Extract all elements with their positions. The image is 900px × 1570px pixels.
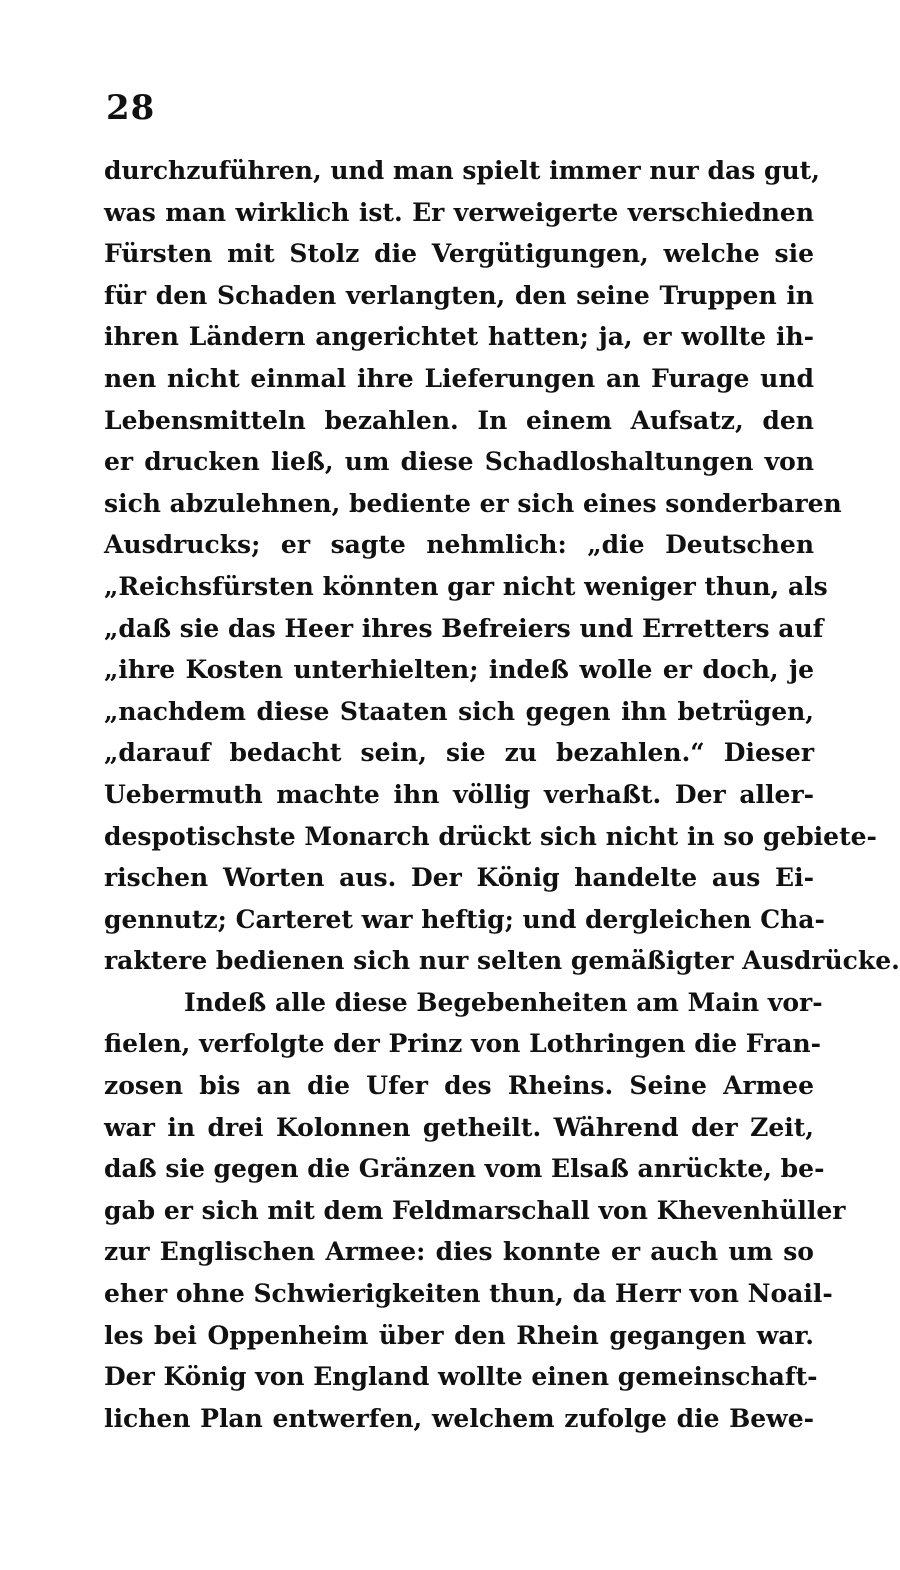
text-line: zosen bis an die Ufer des Rheins. Seine Armee bbox=[104, 1071, 814, 1101]
text-line: Ausdrucks; er sagte nehmlich: „die Deutschen bbox=[104, 530, 814, 560]
text-line: zur Englischen Armee: dies konnte er auch um so bbox=[104, 1237, 814, 1267]
text-line: rischen Worten aus. Der König handelte aus Ei- bbox=[104, 863, 814, 893]
text-line: gennutz; Carteret war heftig; und dergleichen Cha- bbox=[104, 904, 825, 934]
text-line: für den Schaden verlangten, den seine Truppen in bbox=[104, 280, 814, 310]
text-line: les bei Oppenheim über den Rhein gegangen war. bbox=[104, 1320, 814, 1350]
text-line: Lebensmitteln bezahlen. In einem Aufsatz, den bbox=[104, 405, 814, 435]
text-line: sich abzulehnen, bediente er sich eines sonderbaren bbox=[104, 488, 842, 518]
text-line: gab er sich mit dem Feldmarschall von Khevenhüller bbox=[104, 1195, 846, 1225]
text-line: „daß sie das Heer ihres Befreiers und Erretters auf bbox=[104, 613, 824, 643]
text-line: lichen Plan entwerfen, welchem zufolge die Bewe- bbox=[104, 1403, 814, 1433]
text-line: Der König von England wollte einen gemeinschaft- bbox=[104, 1362, 818, 1392]
text-line: er drucken ließ, um diese Schadloshaltungen von bbox=[104, 447, 814, 477]
text-line: „ihre Kosten unterhielten; indeß wolle er doch, je bbox=[104, 655, 814, 685]
text-line: nen nicht einmal ihre Lieferungen an Furage und bbox=[104, 363, 814, 393]
text-line: fielen, verfolgte der Prinz von Lothringen die Fran- bbox=[104, 1029, 822, 1059]
text-line: daß sie gegen die Gränzen vom Elsaß anrückte, be- bbox=[104, 1154, 825, 1184]
text-line: ihren Ländern angerichtet hatten; ja, er wollte ih- bbox=[104, 322, 814, 352]
paragraph-start-line: Indeß alle diese Begebenheiten am Main vor- bbox=[184, 987, 823, 1017]
text-line: „darauf bedacht sein, sie zu bezahlen.“ Dieser bbox=[104, 738, 814, 768]
text-line: Uebermuth machte ihn völlig verhaßt. Der aller- bbox=[104, 779, 814, 809]
text-line: durchzuführen, und man spielt immer nur das gut, bbox=[104, 156, 820, 185]
text-line: eher ohne Schwierigkeiten thun, da Herr von Noail- bbox=[104, 1279, 833, 1309]
text-line: war in drei Kolonnen getheilt. Während der Zeit, bbox=[104, 1112, 814, 1142]
text-line: despotischste Monarch drückt sich nicht in so gebiete- bbox=[104, 821, 877, 851]
text-line: „nachdem diese Staaten sich gegen ihn betrügen, bbox=[104, 696, 814, 726]
text-line: raktere bedienen sich nur selten gemäßigter Ausdrücke. bbox=[104, 946, 900, 976]
text-line: „Reichsfürsten könnten gar nicht weniger thun, als bbox=[104, 571, 828, 601]
text-line: Fürsten mit Stolz die Vergütigungen, welche sie bbox=[104, 239, 814, 269]
page-number: 28 bbox=[106, 88, 156, 128]
text-line: was man wirklich ist. Er verweigerte verschiednen bbox=[104, 197, 814, 227]
body-text bbox=[104, 150, 900, 1439]
